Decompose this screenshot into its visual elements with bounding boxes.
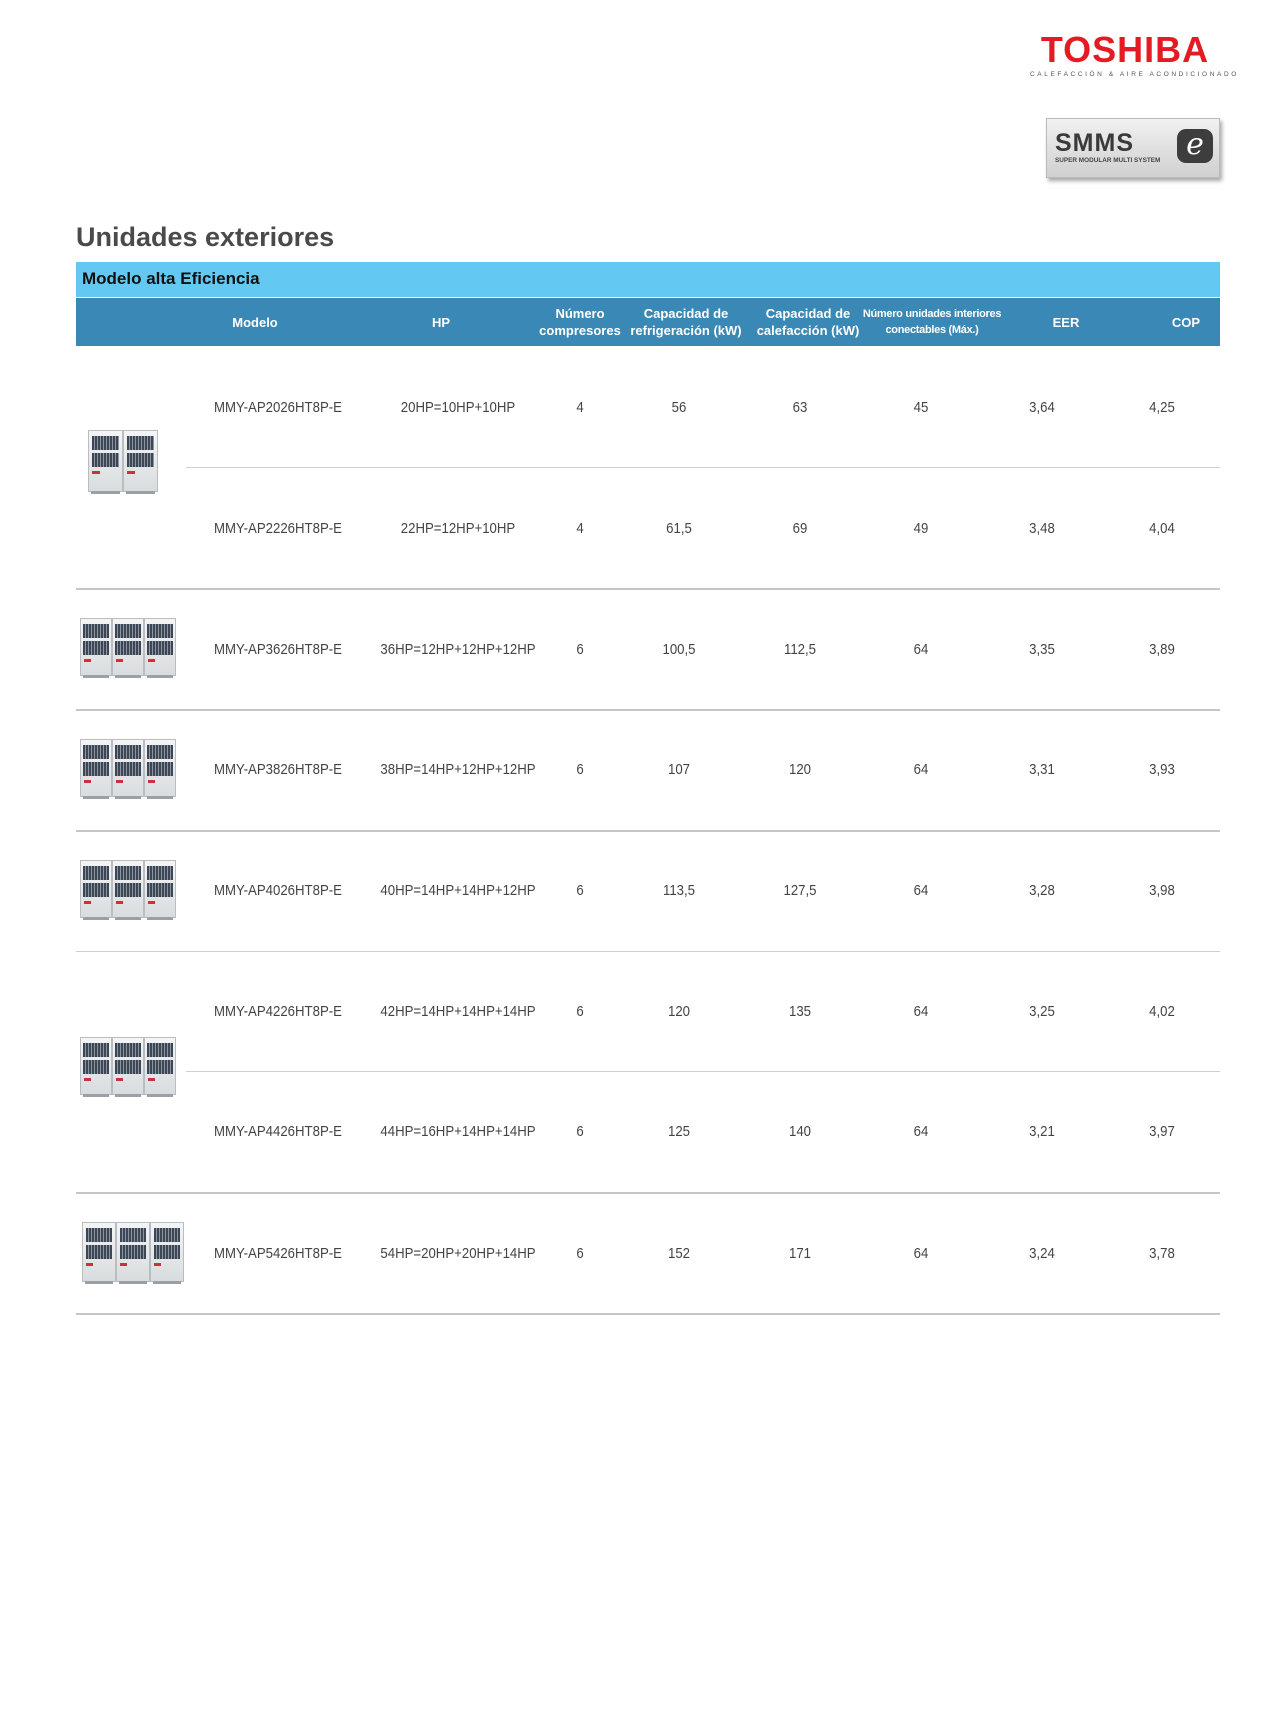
grille-icon	[83, 883, 108, 897]
cell-cooling: 100,5	[662, 640, 696, 658]
logo-stripe-icon	[116, 659, 123, 662]
cell-cooling: 120	[667, 1002, 691, 1020]
cell-eer: 3,35	[1029, 640, 1055, 658]
outdoor-module-icon	[112, 618, 144, 676]
outdoor-module-icon	[116, 1222, 150, 1282]
cell-cop: 3,97	[1149, 1122, 1175, 1140]
column-header-cooling: Capacidad de refrigeración (kW)	[630, 306, 742, 338]
cell-heating: 112,5	[783, 640, 817, 658]
column-header-cop: COP	[1171, 314, 1201, 330]
cell-heating: 171	[788, 1244, 812, 1262]
cell-indoor-units: 45	[913, 398, 929, 416]
cell-hp: 20HP=10HP+10HP	[400, 398, 516, 416]
smms-badge-subtitle: SUPER MODULAR MULTI SYSTEM	[1055, 157, 1161, 164]
feet-icon	[83, 796, 109, 799]
grille-icon	[83, 1060, 108, 1074]
cell-heating: 127,5	[783, 881, 817, 899]
grille-icon	[115, 883, 140, 897]
smms-badge-word: SMMS	[1055, 129, 1134, 157]
outdoor-module-icon	[112, 739, 144, 797]
cell-indoor-units: 64	[913, 640, 929, 658]
grille-icon	[115, 641, 140, 655]
header-gap	[76, 346, 186, 348]
outdoor-unit-image	[80, 739, 174, 795]
logo-stripe-icon	[116, 901, 123, 904]
outdoor-module-icon	[80, 618, 112, 676]
cell-indoor-units: 64	[913, 1002, 929, 1020]
grille-icon	[147, 1043, 172, 1057]
cell-eer: 3,25	[1029, 1002, 1055, 1020]
outdoor-module-icon	[80, 739, 112, 797]
feet-icon	[147, 917, 173, 920]
grille-icon	[115, 762, 140, 776]
cell-compressors: 6	[576, 760, 584, 778]
grille-icon	[83, 745, 108, 759]
cell-indoor-units: 49	[913, 519, 929, 537]
cell-cooling: 61,5	[666, 519, 692, 537]
cell-compressors: 6	[576, 1122, 584, 1140]
grille-icon	[83, 624, 108, 638]
grille-icon	[92, 453, 120, 467]
cell-model: MMY-AP5426HT8P-E	[214, 1244, 342, 1262]
logo-stripe-icon	[84, 1078, 91, 1081]
feet-icon	[119, 1281, 147, 1284]
outdoor-module-icon	[144, 1037, 176, 1095]
grille-icon	[147, 624, 172, 638]
outdoor-module-icon	[144, 618, 176, 676]
cell-cop: 4,04	[1149, 519, 1175, 537]
grille-icon	[86, 1228, 113, 1242]
outdoor-module-icon	[112, 1037, 144, 1095]
cell-heating: 69	[792, 519, 808, 537]
logo-stripe-icon	[84, 659, 91, 662]
cell-eer: 3,31	[1029, 760, 1055, 778]
feet-icon	[126, 491, 155, 494]
column-header-model: Modelo	[232, 314, 278, 330]
cell-heating: 120	[788, 760, 812, 778]
outdoor-module-icon	[144, 739, 176, 797]
cell-eer: 3,28	[1029, 881, 1055, 899]
cell-model: MMY-AP4226HT8P-E	[214, 1002, 342, 1020]
cell-hp: 44HP=16HP+14HP+14HP	[380, 1122, 536, 1140]
cell-model: MMY-AP2226HT8P-E	[214, 519, 342, 537]
row-divider	[186, 1071, 1220, 1072]
logo-stripe-icon	[154, 1263, 161, 1266]
grille-icon	[115, 1060, 140, 1074]
section-label: Modelo alta Eficiencia	[82, 269, 260, 288]
grille-icon	[115, 866, 140, 880]
cell-model: MMY-AP3826HT8P-E	[214, 760, 342, 778]
cell-model: MMY-AP3626HT8P-E	[214, 640, 342, 658]
grille-icon	[120, 1245, 147, 1259]
cell-cop: 3,93	[1149, 760, 1175, 778]
grille-icon	[120, 1228, 147, 1242]
outdoor-module-icon	[144, 860, 176, 918]
feet-icon	[85, 1281, 113, 1284]
cell-cop: 4,25	[1149, 398, 1175, 416]
feet-icon	[153, 1281, 181, 1284]
feet-icon	[115, 1094, 141, 1097]
cell-heating: 135	[788, 1002, 812, 1020]
page-title: Unidades exteriores	[76, 222, 335, 252]
outdoor-unit-image	[80, 860, 174, 916]
cell-compressors: 6	[576, 881, 584, 899]
feet-icon	[83, 675, 109, 678]
cell-model: MMY-AP4026HT8P-E	[214, 881, 342, 899]
cell-compressors: 4	[576, 519, 584, 537]
grille-icon	[147, 762, 172, 776]
outdoor-module-icon	[88, 430, 123, 492]
cell-cooling: 125	[667, 1122, 691, 1140]
logo-stripe-icon	[148, 901, 155, 904]
column-header-hp: HP	[431, 314, 451, 330]
logo-stripe-icon	[120, 1263, 127, 1266]
row-divider	[76, 709, 1220, 711]
grille-icon	[147, 883, 172, 897]
row-divider	[76, 1313, 1220, 1315]
feet-icon	[115, 675, 141, 678]
row-divider	[76, 830, 1220, 832]
cell-indoor-units: 64	[913, 881, 929, 899]
column-header-indoor-units: Número unidades interiores conectables (Máx.)	[862, 308, 1002, 336]
cell-compressors: 6	[576, 640, 584, 658]
cell-compressors: 4	[576, 398, 584, 416]
grille-icon	[127, 436, 155, 450]
column-header-eer: EER	[1052, 314, 1080, 330]
logo-stripe-icon	[84, 901, 91, 904]
row-divider	[76, 588, 1220, 590]
row-divider	[76, 1192, 1220, 1194]
grille-icon	[147, 641, 172, 655]
logo-stripe-icon	[148, 659, 155, 662]
cell-cooling: 56	[671, 398, 687, 416]
feet-icon	[83, 1094, 109, 1097]
cell-heating: 140	[788, 1122, 812, 1140]
grille-icon	[127, 453, 155, 467]
cell-cop: 3,98	[1149, 881, 1175, 899]
cell-cop: 3,89	[1149, 640, 1175, 658]
cell-hp: 54HP=20HP+20HP+14HP	[380, 1244, 536, 1262]
cell-eer: 3,48	[1029, 519, 1055, 537]
grille-icon	[115, 1043, 140, 1057]
grille-icon	[147, 866, 172, 880]
logo-stripe-icon	[116, 780, 123, 783]
cell-compressors: 6	[576, 1244, 584, 1262]
cell-cooling: 152	[667, 1244, 691, 1262]
outdoor-module-icon	[123, 430, 158, 492]
feet-icon	[91, 491, 120, 494]
feet-icon	[115, 917, 141, 920]
cell-model: MMY-AP2026HT8P-E	[214, 398, 342, 416]
outdoor-unit-image	[80, 1037, 174, 1093]
logo-stripe-icon	[148, 1078, 155, 1081]
outdoor-module-icon	[80, 1037, 112, 1095]
cell-hp: 40HP=14HP+14HP+12HP	[380, 881, 536, 899]
cell-cop: 4,02	[1149, 1002, 1175, 1020]
cell-eer: 3,64	[1029, 398, 1055, 416]
table-header	[76, 298, 1220, 346]
cell-eer: 3,21	[1029, 1122, 1055, 1140]
cell-cooling: 107	[667, 760, 691, 778]
grille-icon	[154, 1245, 181, 1259]
brand-logo	[1030, 29, 1239, 78]
column-header-compressors: Número compresores	[539, 306, 621, 338]
feet-icon	[147, 796, 173, 799]
section-band	[76, 262, 1220, 297]
brand-name: TOSHIBA	[1040, 29, 1210, 70]
outdoor-unit-image	[80, 618, 174, 674]
feet-icon	[115, 796, 141, 799]
cell-cop: 3,78	[1149, 1244, 1175, 1262]
row-divider	[76, 951, 1220, 952]
logo-stripe-icon	[127, 471, 134, 474]
outdoor-unit-image	[88, 430, 156, 490]
outdoor-module-icon	[112, 860, 144, 918]
cell-eer: 3,24	[1029, 1244, 1055, 1262]
grille-icon	[115, 745, 140, 759]
grille-icon	[83, 762, 108, 776]
brand-tagline: CALEFACCIÓN & AIRE ACONDICIONADO	[1030, 71, 1239, 78]
logo-stripe-icon	[86, 1263, 93, 1266]
cell-hp: 22HP=12HP+10HP	[400, 519, 516, 537]
cell-indoor-units: 64	[913, 760, 929, 778]
feet-icon	[147, 675, 173, 678]
outdoor-module-icon	[82, 1222, 116, 1282]
cell-compressors: 6	[576, 1002, 584, 1020]
logo-stripe-icon	[84, 780, 91, 783]
cell-indoor-units: 64	[913, 1244, 929, 1262]
cell-hp: 42HP=14HP+14HP+14HP	[380, 1002, 536, 1020]
cell-indoor-units: 64	[913, 1122, 929, 1140]
logo-stripe-icon	[116, 1078, 123, 1081]
row-divider	[186, 467, 1220, 468]
grille-icon	[92, 436, 120, 450]
smms-badge	[1046, 118, 1220, 178]
outdoor-module-icon	[150, 1222, 184, 1282]
grille-icon	[83, 866, 108, 880]
grille-icon	[154, 1228, 181, 1242]
grille-icon	[147, 745, 172, 759]
grille-icon	[83, 1043, 108, 1057]
logo-stripe-icon	[92, 471, 99, 474]
cell-model: MMY-AP4426HT8P-E	[214, 1122, 342, 1140]
cell-hp: 36HP=12HP+12HP+12HP	[380, 640, 536, 658]
smms-e-icon: e	[1177, 129, 1213, 163]
cell-hp: 38HP=14HP+12HP+12HP	[380, 760, 536, 778]
feet-icon	[83, 917, 109, 920]
outdoor-unit-image	[82, 1222, 182, 1280]
grille-icon	[115, 624, 140, 638]
grille-icon	[147, 1060, 172, 1074]
feet-icon	[147, 1094, 173, 1097]
grille-icon	[86, 1245, 113, 1259]
cell-cooling: 113,5	[662, 881, 696, 899]
logo-stripe-icon	[148, 780, 155, 783]
cell-heating: 63	[792, 398, 808, 416]
grille-icon	[83, 641, 108, 655]
column-header-heating: Capacidad de calefacción (kW)	[756, 306, 860, 338]
outdoor-module-icon	[80, 860, 112, 918]
